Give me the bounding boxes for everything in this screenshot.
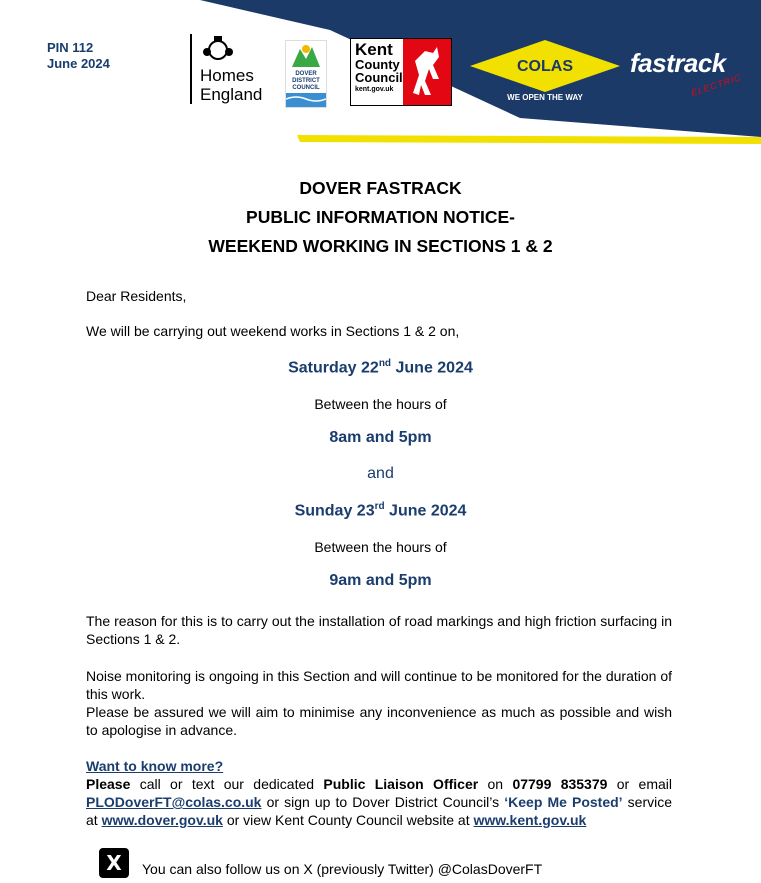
fastrack-logo: fastrack: [630, 48, 726, 78]
assure-text: Please be assured we will aim to minimise any inconvenience as much as possible and wish to apologise in advance.: [86, 704, 672, 738]
email-link[interactable]: PLODoverFT@colas.co.uk: [86, 794, 262, 810]
day2-date: Sunday 23rd June 2024: [294, 501, 467, 520]
day1-date: Saturday 22nd June 2024: [288, 358, 473, 377]
contact-heading: Want to know more?: [86, 758, 224, 774]
title-line-2: PUBLIC INFORMATION NOTICE-: [246, 207, 515, 227]
pin-number: PIN 112: [47, 40, 94, 55]
kent-horse-icon: [403, 39, 451, 105]
x-logo-icon[interactable]: X: [99, 848, 129, 878]
kent-council-logo: Kent County Council kent.gov.uk: [350, 38, 452, 106]
day2-between: Between the hours of: [314, 539, 447, 555]
dover-council-logo: DOVER DISTRICT COUNCIL: [285, 40, 327, 108]
contact-text: Please call or text our dedicated Public Liaison Officer on 07799 835379 or email PLODoverFT@colas.co.uk or sign up to Dover District Council’s ‘Keep Me Posted’ service at www.dover.gov.uk or view Kent County Council website at www.kent.gov.uk: [86, 776, 673, 828]
royal-crest-icon: [202, 34, 234, 64]
greeting: Dear Residents,: [86, 288, 187, 304]
contact-block: [86, 757, 672, 829]
title-line-1: DOVER FASTRACK: [299, 178, 462, 198]
day1-hours: 8am and 5pm: [329, 429, 432, 446]
reason-text: The reason for this is to carry out the installation of road markings and high friction surfacing in Sections 1 & 2.: [86, 613, 672, 647]
title-line-3: WEEKEND WORKING IN SECTIONS 1 & 2: [208, 236, 553, 256]
pin-block: [47, 40, 110, 72]
social-follow-text: You can also follow us on X (previously Twitter) @ColasDoverFT: [142, 861, 543, 877]
noise-text: Noise monitoring is ongoing in this Section and will continue to be monitored for the duration of this work.: [86, 668, 673, 702]
dover-waves-icon: [286, 93, 326, 107]
pin-date: June 2024: [47, 56, 110, 71]
svg-text:COLAS: COLAS: [517, 58, 573, 75]
header-banner: [0, 0, 761, 150]
intro-text: We will be carrying out weekend works in Sections 1 & 2 on,: [86, 323, 460, 339]
homes-england-word2: England: [200, 85, 263, 104]
homes-england-word1: Homes: [200, 66, 254, 85]
dover-website-link[interactable]: www.dover.gov.uk: [101, 812, 223, 828]
dover-council-emblem-icon: [286, 41, 326, 71]
day2-hours: 9am and 5pm: [329, 572, 432, 589]
notice-title: [0, 174, 761, 261]
keep-me-posted: ‘Keep Me Posted’: [504, 794, 623, 810]
kent-website-link[interactable]: www.kent.gov.uk: [473, 812, 587, 828]
and-separator: and: [367, 465, 394, 482]
fastrack-sub: ELECTRIC: [689, 72, 743, 98]
colas-tagline: WE OPEN THE WAY: [507, 93, 583, 102]
day1-between: Between the hours of: [314, 396, 447, 412]
